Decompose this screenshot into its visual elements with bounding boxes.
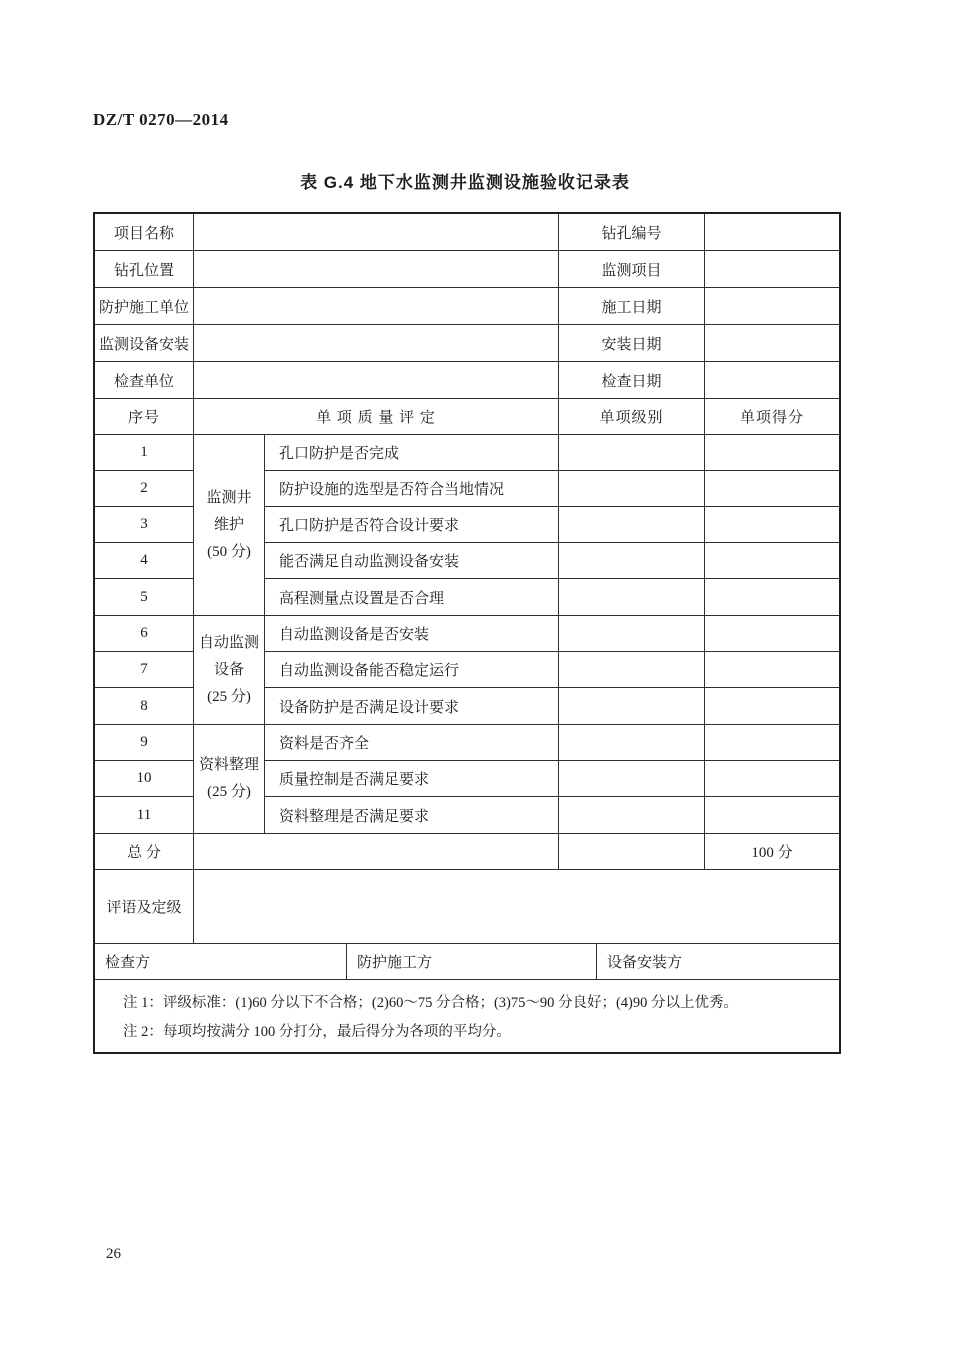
info-row-inspection-unit xyxy=(95,362,839,399)
quality-item-row xyxy=(265,652,839,688)
quality-item-row xyxy=(265,761,839,797)
inspector-party-label: 检查方 xyxy=(95,944,347,979)
info-value-blank xyxy=(194,325,559,361)
score-blank xyxy=(705,579,839,615)
note-2: 注 2：每项均按满分 100 分打分，最后得分为各项的平均分。 xyxy=(123,1024,511,1040)
score-blank xyxy=(705,688,839,724)
info-label: 钻孔位置 xyxy=(95,251,194,287)
remarks-rating-row xyxy=(95,870,839,944)
quality-item: 防护设施的选型是否符合当地情况 xyxy=(265,471,559,506)
info-label: 防护施工单位 xyxy=(95,288,194,324)
quality-item-row xyxy=(265,616,839,652)
score-blank xyxy=(705,507,839,542)
score-blank xyxy=(705,543,839,578)
info-label: 钻孔编号 xyxy=(559,214,705,250)
info-label: 安装日期 xyxy=(559,325,705,361)
serial-no: 6 xyxy=(95,616,193,652)
quality-item-row xyxy=(265,797,839,833)
info-value-blank xyxy=(705,288,839,324)
info-label: 监测设备安装 xyxy=(95,325,194,361)
group-auto-monitoring-equipment xyxy=(95,616,839,725)
info-value-blank xyxy=(705,362,839,398)
header-item-score: 单项得分 xyxy=(739,410,804,426)
info-value-blank xyxy=(194,214,559,250)
serial-no: 10 xyxy=(95,761,193,797)
items-column xyxy=(265,725,839,833)
info-row-equipment-installation xyxy=(95,325,839,362)
header-item-grade: 单项级别 xyxy=(559,399,705,434)
quality-item: 自动监测设备能否稳定运行 xyxy=(265,652,559,687)
equipment-installer-party-label: 设备安装方 xyxy=(607,955,683,971)
serial-no: 5 xyxy=(140,588,148,605)
serial-no: 7 xyxy=(95,652,193,688)
quality-item: 能否满足自动监测设备安装 xyxy=(265,543,559,578)
total-score-blank xyxy=(194,834,559,869)
grade-blank xyxy=(559,652,705,687)
quality-item: 孔口防护是否完成 xyxy=(265,435,559,470)
total-score-row xyxy=(95,834,839,870)
serial-no: 2 xyxy=(95,471,193,507)
items-column xyxy=(265,435,839,615)
group-label xyxy=(194,435,265,615)
quality-item-row xyxy=(265,507,839,543)
grade-blank xyxy=(559,435,705,470)
info-value-blank xyxy=(194,251,559,287)
signature-row xyxy=(95,944,839,980)
info-label: 项目名称 xyxy=(95,214,194,250)
acceptance-record-table xyxy=(93,212,841,1054)
quality-item-row xyxy=(265,435,839,471)
grade-blank xyxy=(559,543,705,578)
serial-no: 3 xyxy=(95,507,193,543)
group-label-line: 维护 xyxy=(213,516,244,533)
score-blank xyxy=(705,761,839,796)
quality-item-row xyxy=(265,579,839,615)
document-code: DZ/T 0270—2014 xyxy=(93,110,229,129)
info-value-blank xyxy=(705,214,839,250)
quality-item: 孔口防护是否符合设计要求 xyxy=(265,507,559,542)
grade-blank xyxy=(559,616,705,651)
info-value-blank xyxy=(705,325,839,361)
remarks-rating-blank xyxy=(194,870,839,943)
group-label-line: 设备 xyxy=(213,661,244,678)
group-label-line: (25 分) xyxy=(207,688,251,705)
score-blank xyxy=(705,725,839,760)
grade-blank xyxy=(559,688,705,724)
serial-no-column xyxy=(95,616,194,724)
serial-no: 9 xyxy=(95,725,193,761)
serial-no: 8 xyxy=(140,697,148,714)
quality-item-row xyxy=(265,471,839,507)
quality-item: 自动监测设备是否安装 xyxy=(265,616,559,651)
info-row-protection-contractor xyxy=(95,288,839,325)
quality-item: 高程测量点设置是否合理 xyxy=(265,579,559,615)
quality-item-row xyxy=(265,543,839,579)
info-label: 检查单位 xyxy=(95,362,194,398)
page-number: 26 xyxy=(106,1246,121,1262)
group-well-maintenance xyxy=(95,435,839,616)
serial-no-column xyxy=(95,435,194,615)
quality-item: 设备防护是否满足设计要求 xyxy=(265,688,559,724)
info-value-blank xyxy=(194,362,559,398)
serial-no: 1 xyxy=(95,435,193,471)
items-column xyxy=(265,616,839,724)
grade-blank xyxy=(559,797,705,833)
group-label-line: (50 分) xyxy=(207,543,251,560)
note-1: 注 1：评级标准：(1)60 分以下不合格；(2)60～75 分合格；(3)75～90 分良好；(4)90 分以上优秀。 xyxy=(123,995,739,1011)
grade-blank xyxy=(559,471,705,506)
total-score-max: 100 分 xyxy=(751,845,793,861)
info-label: 施工日期 xyxy=(559,288,705,324)
info-label: 监测项目 xyxy=(559,251,705,287)
info-row-project-name xyxy=(95,214,839,251)
notes-section xyxy=(95,980,839,1052)
group-data-compilation xyxy=(95,725,839,834)
total-grade-blank xyxy=(559,834,705,869)
group-label-line: 监测井 xyxy=(206,489,252,506)
serial-no: 11 xyxy=(136,806,152,823)
notes-cell xyxy=(95,980,748,1052)
quality-item-row xyxy=(265,688,839,724)
header-quality-item: 单 项 质 量 评 定 xyxy=(194,399,559,434)
serial-no-column xyxy=(95,725,194,833)
group-label-line: (25 分) xyxy=(207,784,251,800)
grade-blank xyxy=(559,507,705,542)
grade-blank xyxy=(559,725,705,760)
score-blank xyxy=(705,435,839,470)
header-serial-no: 序号 xyxy=(95,399,194,434)
quality-item: 质量控制是否满足要求 xyxy=(265,761,559,796)
info-value-blank xyxy=(705,251,839,287)
info-value-blank xyxy=(194,288,559,324)
table-title: 表 G.4 地下水监测井监测设施验收记录表 xyxy=(300,173,630,192)
total-score-label: 总 分 xyxy=(95,834,194,869)
score-blank xyxy=(705,652,839,687)
info-row-borehole-location xyxy=(95,251,839,288)
quality-item-row xyxy=(265,725,839,761)
remarks-rating-label: 评语及定级 xyxy=(95,870,194,943)
score-blank xyxy=(705,797,839,833)
score-blank xyxy=(705,471,839,506)
column-header-row xyxy=(95,399,839,435)
grade-blank xyxy=(559,761,705,796)
group-label xyxy=(194,725,265,833)
score-blank xyxy=(705,616,839,651)
info-label: 检查日期 xyxy=(559,362,705,398)
group-label-line: 资料整理 xyxy=(198,757,259,773)
serial-no: 4 xyxy=(95,543,193,579)
group-label-line: 自动监测 xyxy=(198,634,259,651)
protection-contractor-party-label: 防护施工方 xyxy=(347,944,597,979)
group-label xyxy=(194,616,265,724)
quality-item: 资料整理是否满足要求 xyxy=(265,797,559,833)
grade-blank xyxy=(559,579,705,615)
quality-item: 资料是否齐全 xyxy=(265,725,559,760)
